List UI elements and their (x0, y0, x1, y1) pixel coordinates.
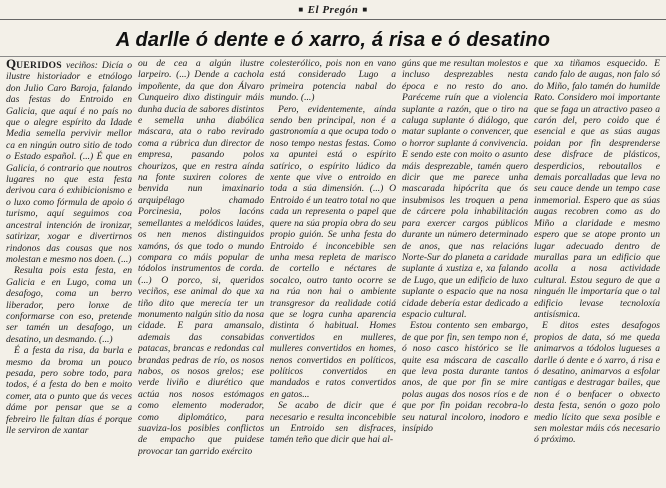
article-column (6, 58, 132, 488)
paragraph (6, 58, 132, 265)
paragraph-text: Pero, evidentemente, aínda sendo ben principal, non é a gastronomía a que ocupa todo o noso tempo nestas festas. Como xa apuntei está o espírito satírico, o espírito lúdico da xente que vive o entroido en toda a súa dimensión. (...) O Entroido é un teatro total no que cada un representa o papel que quere na súa propia obra do seu propio guión. Se unha festa do Entroido é inconcebible sen unha mesa repleta de marisco de cortello e néctares de socalco, outro tanto ocorre se na rúa non hai o ambiente transgresor da realidade cotiá que se logra cunha aparencia distinta ó habitual. Homes convertidos en mulleres, mulleres convertidos en homes, nenos convertidos en políticos, políticos convertidos en mandados e ratos convertidos en gatos... (270, 103, 396, 400)
paragraph-text: Estou contento sen embargo, de que por fin, sen tempo non é, ó noso casco histórico se lle quite esa máscara de cascallo que leva posta durante tantos anos, de que por fin se mire polas augas dos nosos ríos e de que por fin poidan recobra-lo seu natural incoloro, inodoro e insípido (402, 320, 528, 434)
top-rule (0, 19, 666, 20)
paragraph-text: gúns que me resultan molestos e incluso desprezables nesta época e no resto do ano. Paréceme ruín que a violencia suplante a razón, que o tiro na caluga suplante ó diálogo, que matar suplante o convencer, que o horror suplante á convivencia. E sendo este con moito o asunto máis desprezable, tamén quero dicir que me parece unha mascarada hipócrita que ós insubmisos les troquen a pena de cárcere pola inhabilitación para exercer cargos públicos durante un número determinado de anos, que nas relacións Norte-Sur do planeta a caridade suplante á xustiza e, xa falando de Lugo, que un edificio de luxo suplante o espacio que na nosa cidade debería estar dedicado a espacio cultural. (402, 58, 528, 320)
drop-cap: Q (6, 58, 17, 71)
paragraph (6, 345, 132, 436)
paragraph-text: que xa tiñamos esquecido. E cando falo de augas, non falo só do Miño, falo tamén do humilde Rato. Considero moi importante que se faga un atractivo paseo a carón del, pero coido que é esencial e que as súas augas poidan por fin desprenderse dese disfrace de plásticos, desperdicios, reboutallos e demais porcalladas que leva no seu cauce dende un tempo case inmemorial. Espero que as súas augas recobren como as do Miño a claridade e mesmo espero que se atope pronto un lugar adecuado dentro de murallas para un edificio que acolla a nosa actividade cultural. Estou seguro de que a ninguén lle importaría que o tal edificio levase tecnoloxía antisísmica. (534, 58, 660, 320)
paragraph-text: colesterólico, pois non en vano está considerado Lugo a primeira potencia nabal do mundo. (...) (270, 58, 396, 104)
paragraph (6, 265, 132, 345)
paragraph-text: veciños: Dicía o ilustre historiador e etnólogo don Julio Caro Baroja, falando das festas do Entroido en Galicia, que aquí é no país no que o alegre espírito da Idade Media semella pervivir mellor ca en ningún outro sitio de todo o Estado español. (...) É que en Galicia, ó contrario que noutros lugares no que esta festa derivou cara ó exhibicionismo e o luxo como fórmula de apoio ó turismo, aquí seguimos coa ancestral intención de ironizar, satirizar, xogar e divertirnos rindonos das cousas que nos molestan e mesmo nos doen. (...) (6, 60, 132, 265)
paragraph (270, 58, 396, 104)
paragraph (270, 104, 396, 401)
paragraph-text: Resulta pois esta festa, en Galicia e en Lugo, coma un desafogo, coma un berro liberador, pero lonxe de conformarse con eso, pretende ser tamén un desafogo, un desatino, un desmando. (...) (6, 265, 132, 345)
paragraph (534, 320, 660, 445)
article-column (270, 58, 396, 488)
article-column (402, 58, 528, 488)
paragraph-text: ou de cea a algún ilustre larpeiro. (...) Dende a cachola impoñente, da que don Álvaro Cunqueiro dixo distinguir máis dunha ducia de sabores distintos e semella unha diabólica máscara, ata o rabo revirado coma a rúbrica dun director de empresa, pasando polos chourizos, que en restra aínda na fonte suxiren colores de benvida nun imaxinario arquipélago chamado Porcinesia, polos lacóns semellantes a melódicos laúdes, os nen menos distinguidos xamóns, ós que todo o mundo compara co máis popular de tódolos instrumentos de corda. (...) O porco, si, queridos veciños, ese animal do que xa tiño dito que merecía ter un monumento nalgún sitio da nosa cidade. E para amansalo, ademais das consabidas patacas, brancas e redondas cal brandas pedras de río, os nosos nabos, os nosos grelos; ese verde liviño e diurético que actúa nos nosos estómagos como elemento moderador, como diplomático, para suaviza-los posibles conflictos de empacho que puidese provocar tan garrido exército (138, 58, 264, 457)
article-column (534, 58, 660, 488)
salutation: UERIDOS (16, 60, 62, 71)
headline: A darlle ó dente e ó xarro, á risa e ó desatino (115, 29, 551, 51)
paragraph (270, 400, 396, 446)
masthead-square-left: ■ (298, 5, 304, 14)
paragraph (402, 58, 528, 320)
paragraph-text: Se acabo de dicir que é necesario e resulta inconcebible un Entroido sen disfraces, tamén teño que dicir que hai al- (270, 400, 396, 446)
paragraph-text: É a festa da risa, da burla e mesmo da broma un pouco pesada, pero sobre todo, para todos, é a festa do ben e moito comer, ata o punto que ás veces dáme por pensar que se a febreiro lle faltan días é porque lle serviron de xantar (6, 345, 132, 436)
paragraph (534, 58, 660, 320)
masthead (0, 4, 666, 18)
masthead-square-right: ■ (362, 5, 368, 14)
masthead-name: El Pregón (307, 4, 359, 16)
paragraph (138, 58, 264, 457)
article-body (6, 58, 660, 488)
paragraph-text: E ditos estes desafogos propios de data, só me queda animarvos a tódolos lugueses a darlle ó dente e ó xarro, á risa e ó desatino, animarvos a esfolar cantigas e destragar bailes, que non é o benfacer o obxecto desta festa, senón o gozo polo medio lícito que sexa posible e sen molestar máis cós necesario ó próximo. (534, 320, 660, 446)
headline-rule (0, 56, 666, 57)
article-column (138, 58, 264, 488)
paragraph (402, 320, 528, 434)
